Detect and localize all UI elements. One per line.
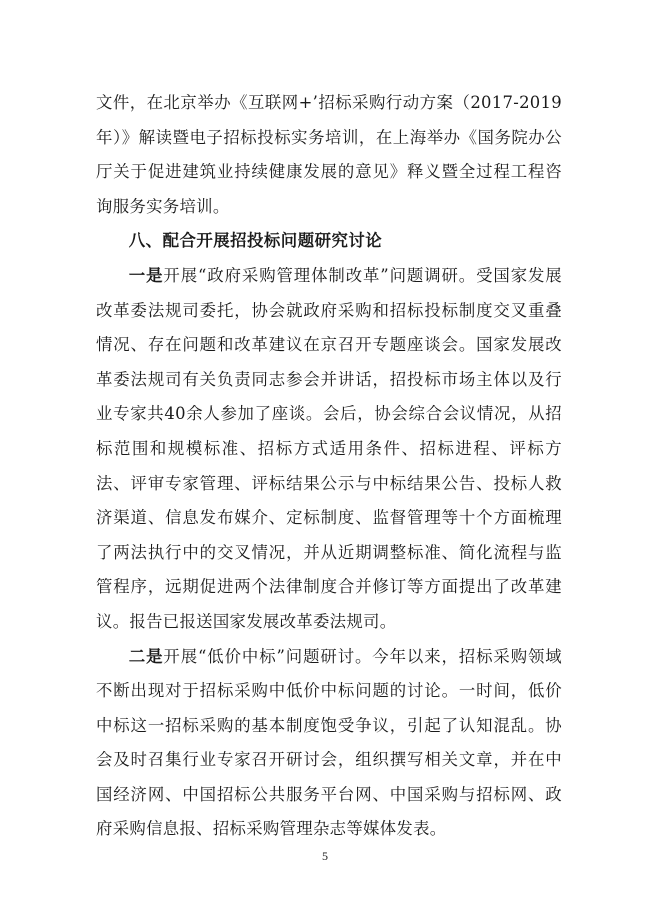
paragraph-item-two: [96, 640, 562, 848]
document-body: [96, 86, 562, 847]
section-heading: 八、配合开展招投标问题研究讨论: [128, 231, 383, 251]
continued-paragraph: 文件，在北京举办《互联网+’招标采购行动方案（2017-2019年）》解读暨电子招标投标实务培训，在上海举办《国务院办公厅关于促进建筑业持续健康发展的意见》释义暨全过程工程咨询服务实务培训。: [96, 93, 562, 216]
item-two-lead: 二是: [128, 646, 164, 666]
paragraph-item-one: [96, 259, 562, 640]
item-one-lead: 一是: [128, 265, 164, 285]
item-two-text: 开展“低价中标”问题研讨。今年以来，招标采购领域不断出现对于招标采购中低价中标问题的讨论。一时间，低价中标这一招标采购的基本制度饱受争议，引起了认知混乱。协会及时召集行业专家召开研讨会，组织撰写相关文章，并在中国经济网、中国招标公共服务平台网、中国采购与招标网、政府采购信息报、招标采购管理杂志等媒体发表。: [96, 646, 562, 839]
page-number: 5: [322, 849, 328, 863]
item-one-text: 开展“政府采购管理体制改革”问题调研。受国家发展改革委法规司委托，协会就政府采购和招标投标制度交叉重叠情况、存在问题和改革建议在京召开专题座谈会。国家发展改革委法规司有关负责同志参会并讲话，招投标市场主体以及行业专家共40余人参加了座谈。会后，协会综合会议情况，从招标范围和规模标准、招标方式适用条件、招标进程、评标方法、评审专家管理、评标结果公示与中标结果公告、投标人救济渠道、信息发布媒介、定标制度、监督管理等十个方面梳理了两法执行中的交叉情况，并从近期调整标准、简化流程与监管程序，远期促进两个法律制度合并修订等方面提出了改革建议。报告已报送国家发展改革委法规司。: [96, 265, 562, 631]
